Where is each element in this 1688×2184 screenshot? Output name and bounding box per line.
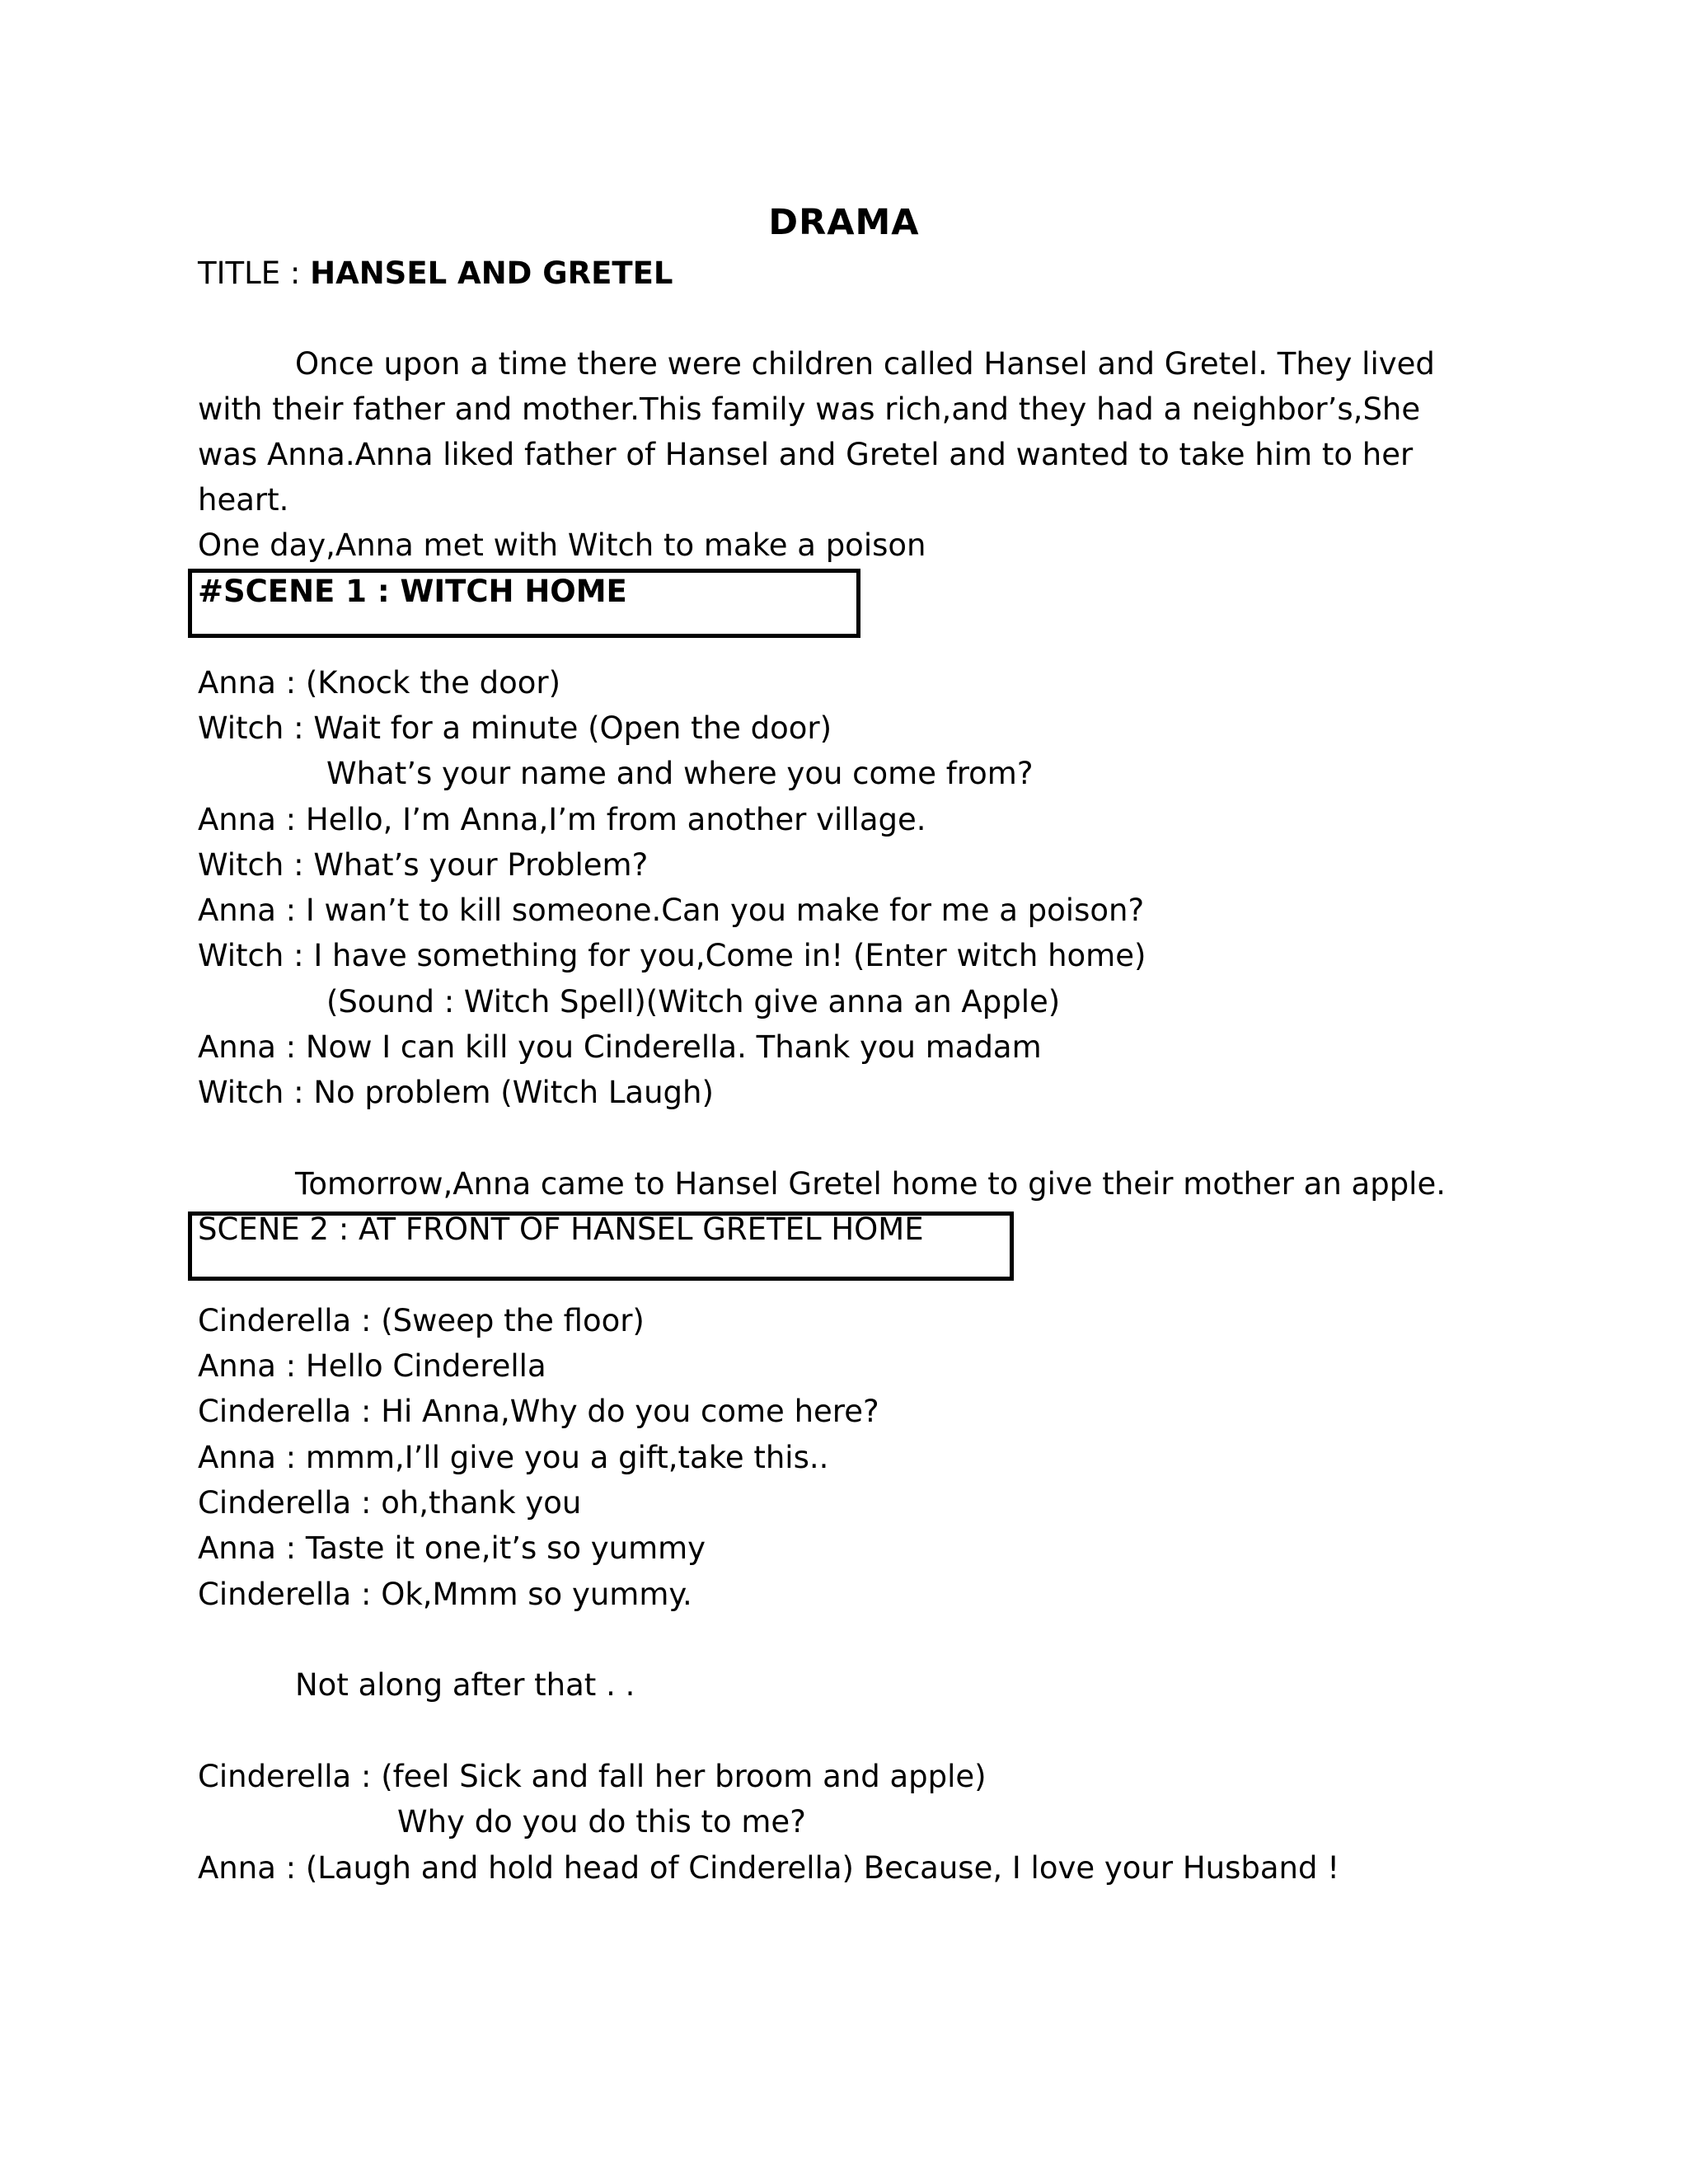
narration-line: Not along after that . . bbox=[295, 1667, 635, 1703]
narration-line: Tomorrow,Anna came to Hansel Gretel home to give their mother an apple. bbox=[295, 1166, 1446, 1202]
dialogue-line: Why do you do this to me? bbox=[397, 1804, 806, 1840]
dialogue-line: Cinderella : Ok,Mmm so yummy. bbox=[198, 1577, 692, 1612]
dialogue-line: Witch : No problem (Witch Laugh) bbox=[198, 1075, 714, 1110]
dialogue-line: Anna : (Laugh and hold head of Cinderella) Because, I love your Husband ! bbox=[198, 1850, 1340, 1886]
intro-line: with their father and mother.This family was rich,and they had a neighbor’s,She bbox=[198, 391, 1421, 427]
dialogue-line: Anna : mmm,I’ll give you a gift,take this.. bbox=[198, 1440, 829, 1475]
dialogue-line: Cinderella : (feel Sick and fall her broom and apple) bbox=[198, 1759, 987, 1794]
dialogue-line: Anna : Now I can kill you Cinderella. Thank you madam bbox=[198, 1029, 1042, 1065]
dialogue-line: Cinderella : Hi Anna,Why do you come here? bbox=[198, 1394, 879, 1429]
intro-line: was Anna.Anna liked father of Hansel and Gretel and wanted to take him to her bbox=[198, 437, 1414, 472]
dialogue-line: Anna : I wan’t to kill someone.Can you make for me a poison? bbox=[198, 893, 1145, 928]
dialogue-line: Anna : Hello Cinderella bbox=[198, 1348, 546, 1384]
dialogue-line: What’s your name and where you come from? bbox=[326, 756, 1034, 791]
page-heading: DRAMA bbox=[768, 202, 920, 243]
title-value: HANSEL AND GRETEL bbox=[310, 255, 673, 291]
dialogue-line: (Sound : Witch Spell)(Witch give anna an Apple) bbox=[326, 984, 1061, 1019]
scene-1-heading: #SCENE 1 : WITCH HOME bbox=[198, 574, 627, 609]
dialogue-line: Witch : Wait for a minute (Open the door) bbox=[198, 710, 832, 746]
dialogue-line: Cinderella : (Sweep the floor) bbox=[198, 1303, 645, 1338]
intro-line: heart. bbox=[198, 482, 289, 518]
intro-line: One day,Anna met with Witch to make a poison bbox=[198, 527, 926, 563]
dialogue-line: Witch : What’s your Problem? bbox=[198, 847, 649, 883]
dialogue-line: Witch : I have something for you,Come in! (Enter witch home) bbox=[198, 938, 1146, 973]
dialogue-line: Cinderella : oh,thank you bbox=[198, 1485, 582, 1521]
title-label: TITLE : bbox=[198, 255, 311, 291]
title-line bbox=[198, 252, 673, 295]
scene-2-heading: SCENE 2 : AT FRONT OF HANSEL GRETEL HOME bbox=[198, 1212, 924, 1247]
intro-line: Once upon a time there were children called Hansel and Gretel. They lived bbox=[295, 346, 1435, 382]
dialogue-line: Anna : Hello, I’m Anna,I’m from another village. bbox=[198, 802, 926, 837]
dialogue-line: Anna : (Knock the door) bbox=[198, 665, 561, 701]
dialogue-line: Anna : Taste it one,it’s so yummy bbox=[198, 1530, 706, 1566]
